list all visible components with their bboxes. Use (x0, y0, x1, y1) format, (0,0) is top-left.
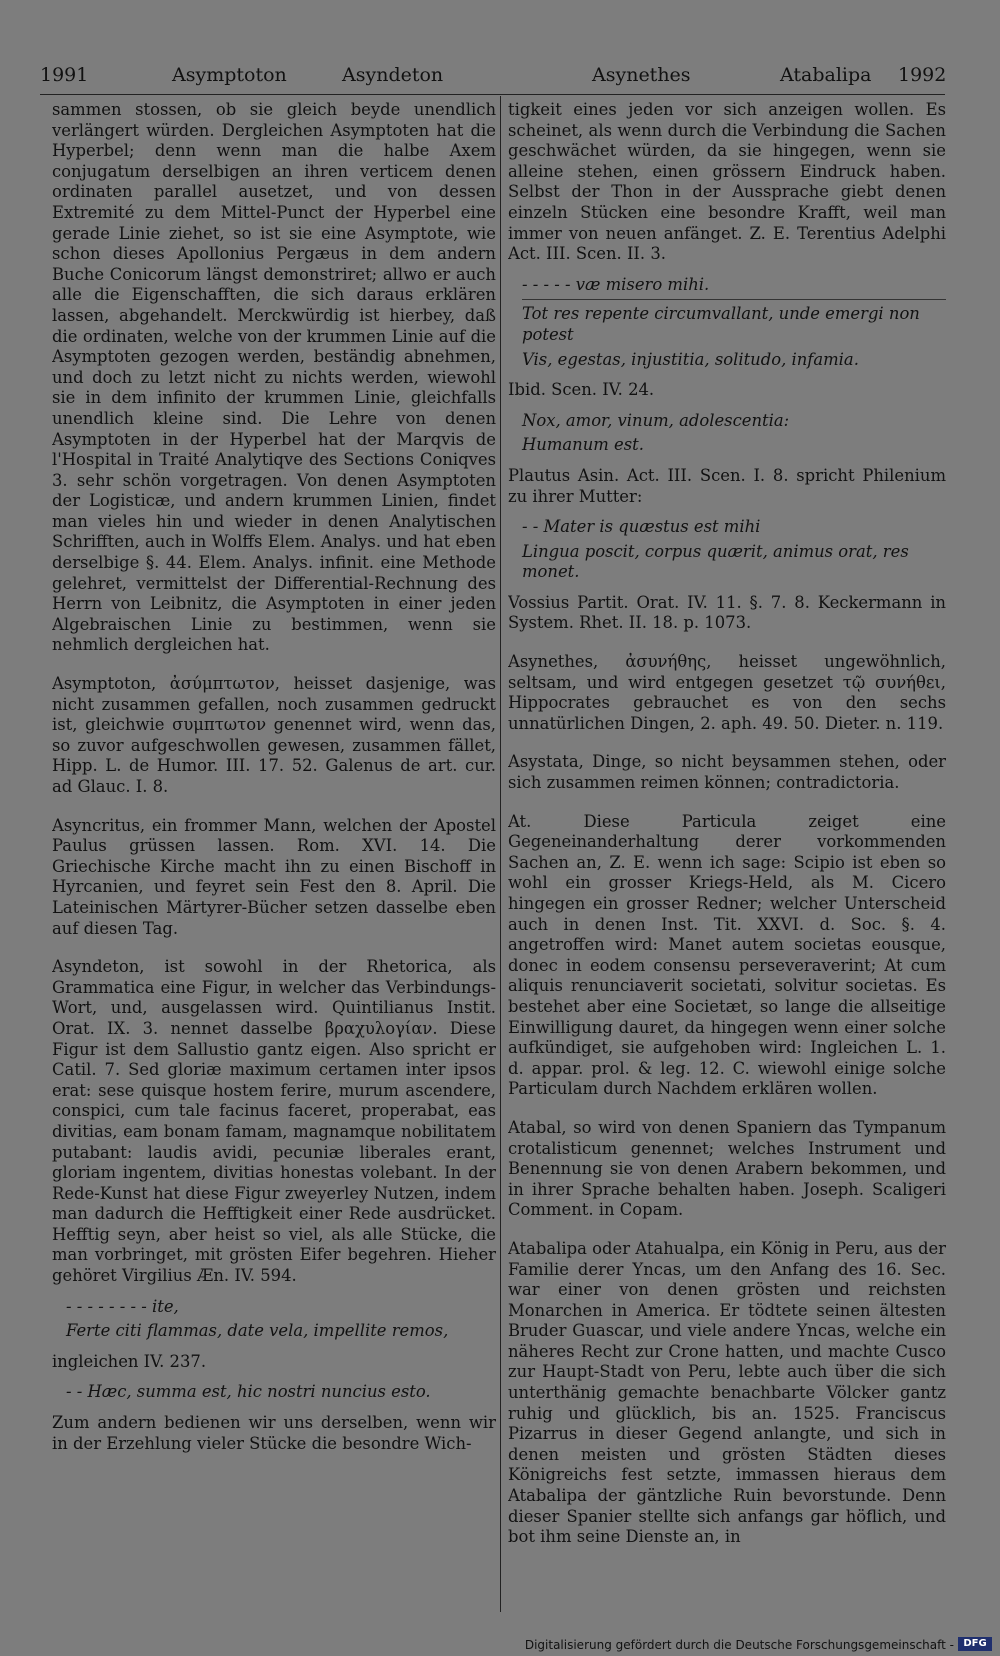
entry-text: ingleichen IV. 237. (52, 1351, 207, 1371)
column-divider (500, 96, 501, 1612)
entry-text: Zum andern bedienen wir uns derselben, wenn wir in der Erzehlung vieler Stücke die besondre Wich- (52, 1413, 496, 1453)
verse-plautus (522, 517, 946, 583)
verse-line: - - Hæc, summa est, hic nostri nuncius esto. (66, 1382, 431, 1402)
verse-terence-2 (522, 411, 946, 456)
verse-line: Tot res repente circumvallant, unde emergi non potest (522, 304, 920, 344)
verse-rule (522, 299, 946, 300)
verse-line: - - Mater is quæstus est mihi (522, 517, 761, 537)
entry-asymptoton: Asymptoton, ἀσύμπτωτον, heisset dasjenige, was nicht zusammen gefallen, noch zusammen gedruckt ist, gleichwie συμπτωτον genennet wird, wenn das, so zuvor aufgeschwollen gewesen, zusammen fället, Hipp. L. de Humor. III. 17. 52. Galenus de art. cur. ad Glauc. I. 8. (52, 674, 496, 796)
header-keyword-1: Asymptoton (172, 64, 287, 86)
reference: Ibid. Scen. IV. 24. (508, 380, 655, 400)
entry-text: Plautus Asin. Act. III. Scen. I. 8. spricht Philenium zu ihrer Mutter: (508, 465, 946, 506)
entry-asystata: Asystata, Dinge, so nicht beysammen stehen, oder sich zusammen reimen können; contradictoria. (508, 752, 946, 793)
right-column (508, 100, 946, 1630)
page-number-right: 1992 (898, 64, 947, 86)
entry-asyndeton: Asyndeton, ist sowohl in der Rhetorica, als Grammatica eine Figur, in welcher das Verbindungs-Wort, und, ausgelassen wird. Quintilianus Instit. Orat. IX. 3. nennet dasselbe βραχυλογίαν. Diese Figur ist dem Sallustio gantz eigen. Also spricht er Catil. 7. Sed gloriæ maximum certamen inter ipsos erat: sese quisque hostem ferire, murum ascendere, conspici, cum tale facinus faceret, properabat, eas divitias, eam bonam famam, magnamque nobilitatem putabant: laudis avidi, pecuniæ liberales erant, gloriam ingentem, divitias honestas volebant. In der Rede-Kunst hat diese Figur zweyerley Nutzen, indem man dadurch die Hefftigkeit einer Rede ausdrücket. Hefftig seyn, aber heist so viel, als alle Stücke, die man vorbringet, mit grösten Eifer begehren. Hieher gehöret Virgilius Æn. IV. 594. (52, 957, 496, 1286)
entry-text: Vossius Partit. Orat. IV. 11. §. 7. 8. Keckermann in System. Rhet. II. 18. p. 1073. (508, 592, 946, 633)
verse-line: - - - - - - - - ite, (66, 1296, 179, 1316)
left-column (52, 100, 496, 1630)
verse-virgil (66, 1297, 496, 1342)
dfg-logo: DFG (958, 1637, 992, 1651)
verse-line: Lingua poscit, corpus quærit, animus orat, res monet. (522, 541, 909, 582)
entry-at: At. Diese Particula zeiget eine Gegeneinanderhaltung derer vorkommenden Sachen an, Z. E. wenn ich sage: Scipio ist eben so wohl ein grosser Kriegs-Held, als M. Cicero hingegen ein grosser Redner; welcher Unterscheid auch in denen Inst. Tit. XXVI. d. Soc. §. 4. angetroffen wird: Manet autem societas eousque, donec in eodem consensu perseveraverint; At cum aliquis renunciaverit societati, solvitur societas. Es bestehet aber eine Societæt, so lange die allseitige Einwilligung dauret, da hingegen wenn einer solche aufkündiget, sie aufgehoben wird: Ingleichen L. 1. d. appar. prol. & leg. 12. C. wiewohl einige solche Particulam durch Nachdem erklären wollen. (508, 811, 946, 1099)
header-rule (40, 94, 945, 95)
verse-line: Vis, egestas, injustitia, solitudo, infamia. (522, 349, 859, 369)
header-keyword-4: Atabalipa (780, 64, 872, 86)
header-keyword-3: Asynethes (592, 64, 691, 86)
entry-atabalipa: Atabalipa oder Atahualpa, ein König in Peru, aus der Familie derer Yncas, um den Anfang des 16. Sec. war einer von denen grösten und reichsten Monarchen in America. Er tödtete seinen ältesten Bruder Guascar, und viele andere Yncas, welche ein näheres Recht zur Crone hatten, und machte Cusco zur Haupt-Stadt von Peru, lebte auch über die sich unterthänig gemachte benachbarte Völcker gantz ruhig und glücklich, bis an. 1525. Franciscus Pizarrus in dieser Gegend anlangte, und sich in denen meisten und grösten Städten dieses Königreichs fest setzte, immassen hieraus dem Atabalipa der gäntzliche Ruin bevorstunde. Denn dieser Spanier stellte sich anfangs gar höflich, und bot ihm seine Dienste an, in (508, 1238, 946, 1547)
verse-line: Humanum est. (522, 435, 644, 455)
funding-credit: Digitalisierung gefördert durch die Deutsche Forschungsgemeinschaft - (524, 1638, 954, 1652)
entry-asynethes: Asynethes, ἀσυνήθης, heisset ungewöhnlich, seltsam, und wird entgegen gesetzet τῷ συνήθει, Hippocrates gebrauchet es von den sechs unnatürlichen Dingen, 2. aph. 49. 50. Dieter. n. 119. (508, 652, 946, 733)
header-keyword-2: Asyndeton (342, 64, 444, 86)
entry-atabal: Atabal, so wird von denen Spaniern das Tympanum crotalisticum genennet; welches Instrument und Benennung sie von denen Arabern bekommen, und in ihrer Sprache behalten haben. Joseph. Scaligeri Comment. in Copam. (508, 1117, 946, 1220)
digitization-footer (0, 1632, 1000, 1656)
entry-asyncritus: Asyncritus, ein frommer Mann, welchen der Apostel Paulus grüssen lassen. Rom. XVI. 14. Die Griechische Kirche macht ihn zu einen Bischoff in Hyrcanien, und feyret sein Fest den 8. April. Die Lateinischen Märtyrer-Bücher setzen dasselbe eben auf diesen Tag. (52, 815, 496, 938)
page-number-left: 1991 (40, 64, 89, 86)
entry-asyndeton-continued: tigkeit eines jeden vor sich anzeigen wollen. Es scheinet, als wenn durch die Verbindung die Sachen geschwächet würden, da sie hingegen, wenn sie alleine stehen, einen grössern Eindruck haben. Selbst der Thon in der Aussprache giebt denen einzeln Stücken eine besondre Krafft, weil man immer von neuen anfänget. Z. E. Terentius Adelphi Act. III. Scen. II. 3. (508, 100, 946, 264)
entry-asymptote-continued: sammen stossen, ob sie gleich beyde unendlich verlängert würden. Dergleichen Asymptoten hat die Hyperbel; denn wenn man die halbe Axem conjugatum derselbigen an ihren verticem denen ordinaten parallel ausetzet, und von dessen Extremité zu dem Mittel-Punct der Hyperbel eine gerade Linie ziehet, so ist sie eine Asymptote, wie schon dieses Apollonius Pergæus in dem andern Buche Conicorum längst demonstriret; allwo er auch alle die Eigenschafften, die sich daraus erklären lassen, abgehandelt. Merckwürdig ist hierbey, daß die ordinaten, welche von der krummen Linie auf die Asymptoten gezogen werden, beständig abnehmen, und doch zu letzt nicht zu nichts werden, wiewohl sie in dem infinito der krummen Linie, gleichfalls unendlich kleine sind. Die Lehre von denen Asymptoten in der Hyperbel hat der Marqvis de l'Hospital in Traité Analytiqve des Sections Coniqves 3. sehr schön vorgetragen. Von denen Asymptoten der Logisticæ, und andern krummen Linien, findet man vieles hin und wieder in denen Analytischen Schrifften, auch in Wolffs Elem. Analys. und hat eben derselbige §. 44. Elem. Analys. infinit. eine Methode gelehret, vermittelst der Differential-Rechnung des Herrn von Leibnitz, die Asymptoten in einer jeden Algebraischen Linie zu bestimmen, wenn sie nehmlich dergleichen hat. (52, 100, 496, 655)
verse-line: Ferte citi flammas, date vela, impellite remos, (66, 1321, 449, 1341)
verse-line: - - - - - væ misero mihi. (522, 274, 710, 294)
verse-virgil-2 (66, 1382, 496, 1403)
verse-line: Nox, amor, vinum, adolescentia: (522, 410, 790, 430)
page-header (40, 64, 945, 92)
verse-terence (522, 275, 946, 370)
